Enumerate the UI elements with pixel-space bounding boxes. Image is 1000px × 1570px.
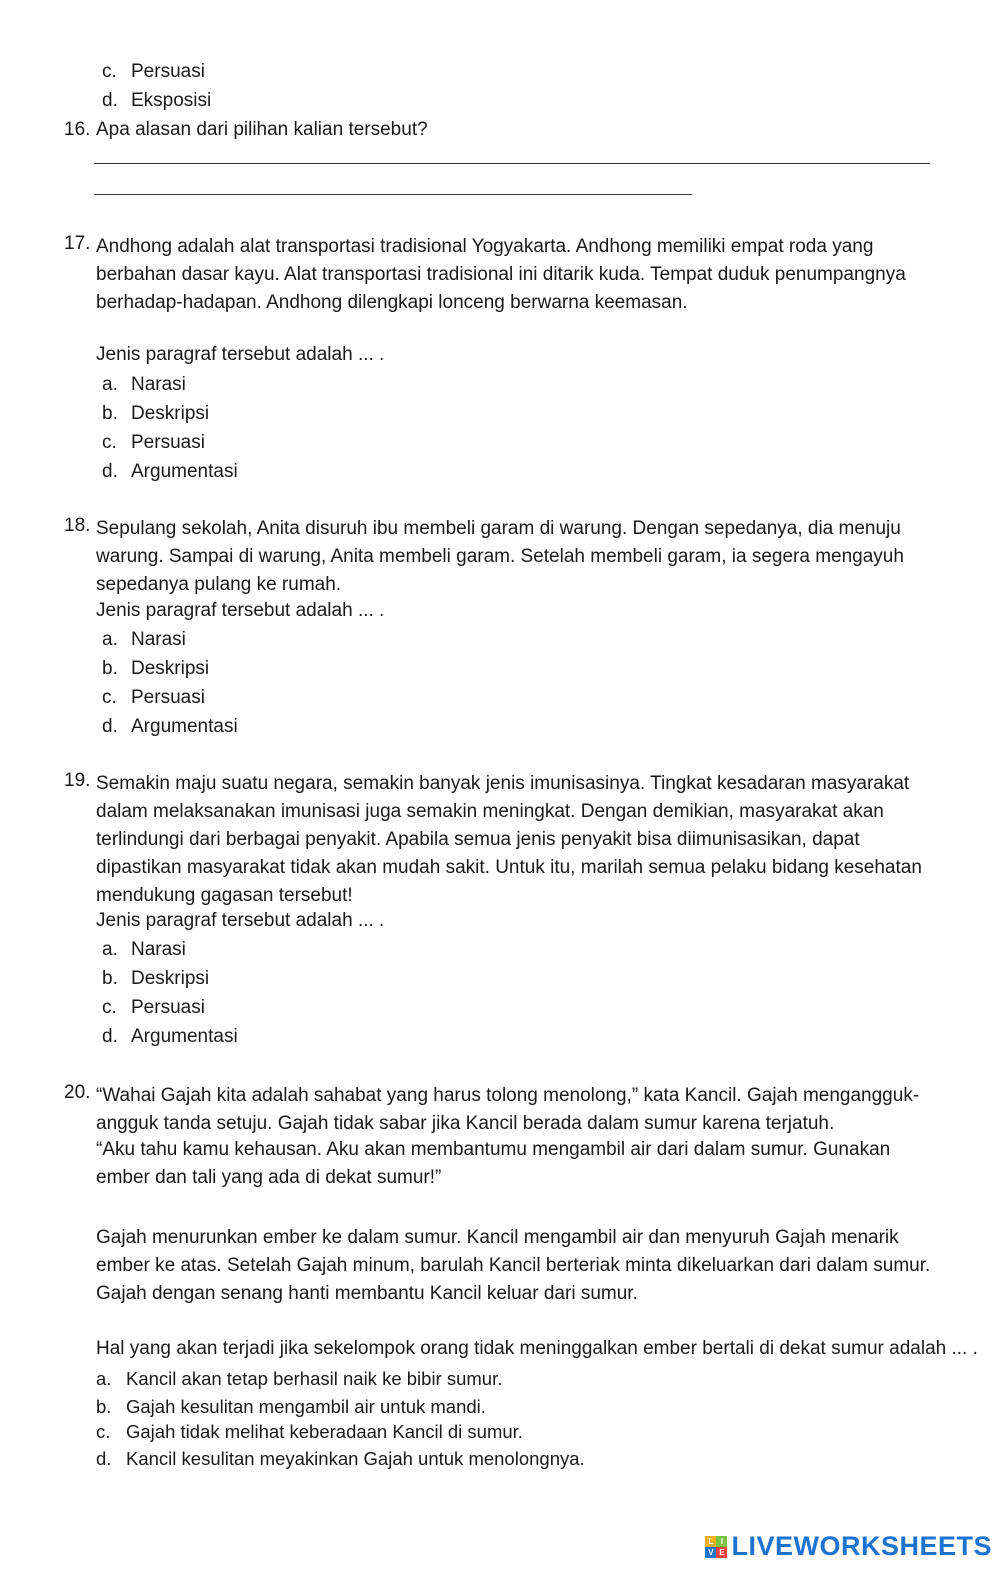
q20-number: 20.: [64, 1082, 91, 1103]
q18-stem: Jenis paragraf tersebut adalah ... .: [96, 600, 385, 621]
q18-option-d[interactable]: d. Argumentasi: [102, 716, 238, 737]
q20-option-b[interactable]: b. Gajah kesulitan mengambil air untuk mandi.: [96, 1396, 486, 1417]
q20-option-d[interactable]: d. Kancil kesulitan meyakinkan Gajah untuk menolongnya.: [96, 1448, 585, 1469]
q20-option-c[interactable]: c. Gajah tidak melihat keberadaan Kancil di sumur.: [96, 1421, 523, 1442]
q19-number: 19.: [64, 770, 91, 791]
q19-option-b[interactable]: b. Deskripsi: [102, 968, 210, 989]
q16-answer-line-2[interactable]: [94, 194, 692, 195]
q18-number: 18.: [64, 515, 91, 536]
q19-option-c[interactable]: c. Persuasi: [102, 997, 205, 1018]
q19-option-d[interactable]: d. Argumentasi: [102, 1026, 238, 1047]
q15-option-d: d. Eksposisi: [102, 90, 212, 111]
q17-stem: Jenis paragraf tersebut adalah ... .: [96, 344, 385, 365]
q20-option-a[interactable]: a. Kancil akan tetap berhasil naik ke bibir sumur.: [96, 1368, 503, 1389]
q17-number: 17.: [64, 233, 91, 254]
q18-option-b[interactable]: b. Deskripsi: [102, 658, 210, 679]
q17-option-c[interactable]: c. Persuasi: [102, 432, 205, 453]
q18-option-c[interactable]: c. Persuasi: [102, 687, 205, 708]
liveworksheets-logo-icon: L I V E: [705, 1536, 727, 1558]
q15-option-c: c. Persuasi: [102, 61, 205, 82]
q17-option-b[interactable]: b. Deskripsi: [102, 403, 210, 424]
q18-option-a[interactable]: a. Narasi: [102, 629, 186, 650]
q20-paragraph-2: “Aku tahu kamu kehausan. Aku akan membantumu mengambil air dari dalam sumur. Gunakan ember dan tali yang ada di dekat sumur!”: [96, 1139, 891, 1188]
q19-option-a[interactable]: a. Narasi: [102, 939, 186, 960]
q17-paragraph: Andhong adalah alat transportasi tradisional Yogyakarta. Andhong memiliki empat roda yang berbahan dasar kayu. Alat transportasi tradisional ini ditarik kuda. Tempat duduk penumpangnya berhadap-hadapan. Andhong dilengkapi lonceng berwarna keemasan.: [96, 236, 906, 313]
q17-option-d[interactable]: d. Argumentasi: [102, 461, 238, 482]
q16-text: Apa alasan dari pilihan kalian tersebut?: [96, 119, 428, 140]
q19-paragraph: Semakin maju suatu negara, semakin banyak jenis imunisasinya. Tingkat kesadaran masyarakat dalam melaksanakan imunisasi juga semakin meningkat. Dengan demikian, masyarakat akan terlindungi dari berbagai penyakit. Apabila semua jenis penyakit bisa diimunisasikan, dapat dipastikan masyarakat tidak akan mudah sakit. Untuk itu, marilah semua pelaku bidang kesehatan mendukung gagasan tersebut!: [96, 773, 922, 906]
liveworksheets-brand: [705, 1531, 992, 1562]
q16-answer-line-1[interactable]: [94, 163, 930, 164]
brand-name: LIVEWORKSHEETS: [731, 1531, 992, 1561]
q18-paragraph: Sepulang sekolah, Anita disuruh ibu membeli garam di warung. Dengan sepedanya, dia menuju warung. Sampai di warung, Anita membeli garam. Setelah membeli garam, ia segera mengayuh sepedanya pulang ke rumah.: [96, 518, 904, 595]
q16-number: 16.: [64, 119, 91, 140]
q17-option-a[interactable]: a. Narasi: [102, 374, 186, 395]
q20-paragraph-1: “Wahai Gajah kita adalah sahabat yang harus tolong menolong,” kata Kancil. Gajah mengangguk-angguk tanda setuju. Gajah tidak sabar jika Kancil berada dalam sumur karena terjatuh.: [96, 1085, 920, 1134]
q19-stem: Jenis paragraf tersebut adalah ... .: [96, 910, 385, 931]
q20-paragraph-3: Gajah menurunkan ember ke dalam sumur. Kancil mengambil air dan menyuruh Gajah menarik ember ke atas. Setelah Gajah minum, barulah Kancil berteriak minta dikeluarkan dari dalam sumur. Gajah dengan senang hanti membantu Kancil keluar dari sumur.: [96, 1227, 931, 1304]
q20-stem: Hal yang akan terjadi jika sekelompok orang tidak meninggalkan ember bertali di dekat sumur adalah ... .: [96, 1338, 978, 1359]
